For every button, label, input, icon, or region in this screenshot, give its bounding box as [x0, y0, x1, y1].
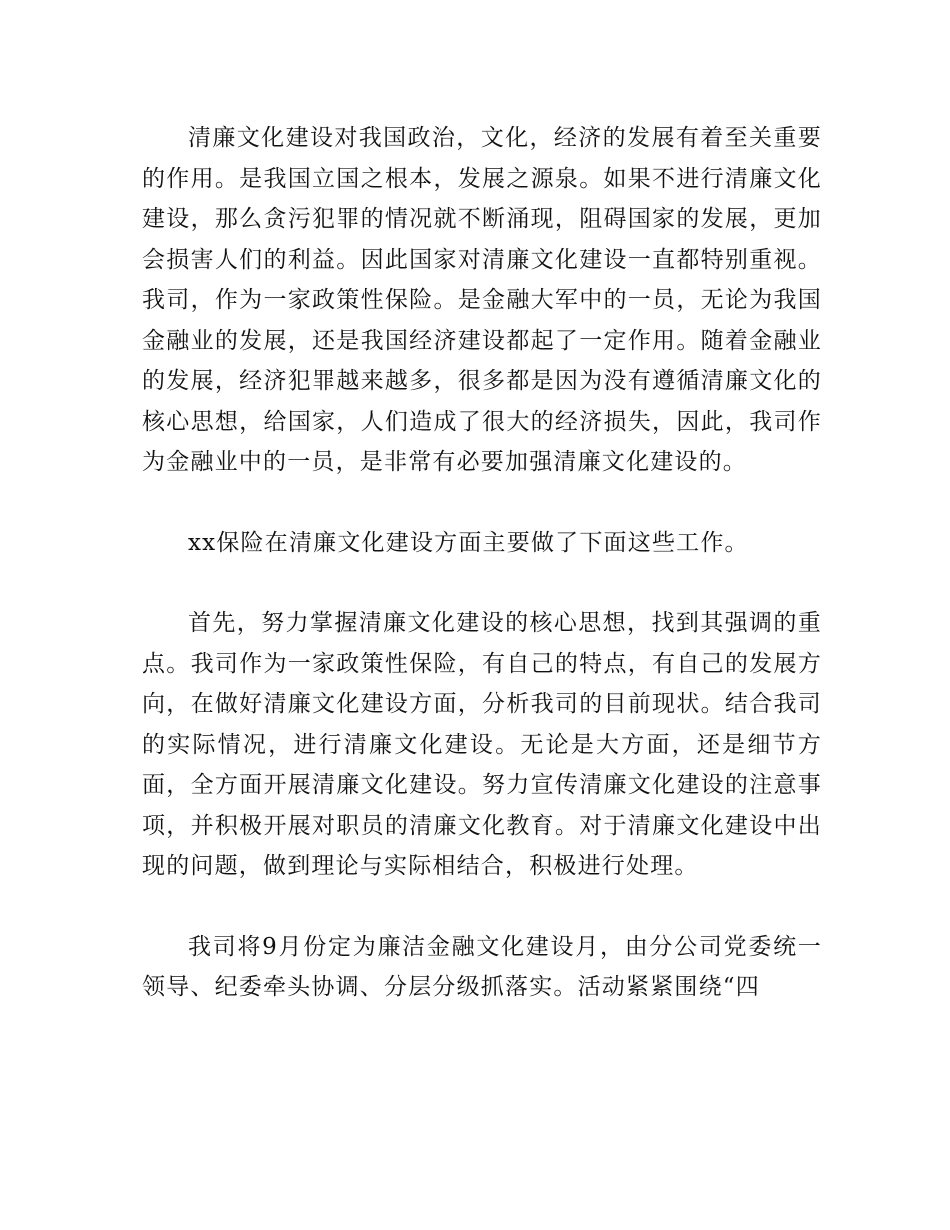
paragraph-september-activity: 我司将9月份定为廉洁金融文化建设月，由分公司党委统一领导、纪委牵头协调、分层分级抓落实。活动紧紧围绕“四 [142, 933, 822, 1000]
paragraph-first-measure: 首先，努力掌握清廉文化建设的核心思想，找到其强调的重点。我司作为一家政策性保险，有自己的特点，有自己的发展方向，在做好清廉文化建设方面，分析我司的目前现状。结合我司的实际情况，进行清廉文化建设。无论是大方面，还是细节方面，全方面开展清廉文化建设。努力宣传清廉文化建设的注意事项，并积极开展对职员的清廉文化教育。对于清廉文化建设中出现的问题，做到理论与实际相结合，积极进行处理。 [142, 610, 822, 879]
paragraph-intro: 清廉文化建设对我国政治，文化，经济的发展有着至关重要的作用。是我国立国之根本，发展之源泉。如果不进行清廉文化建设，那么贪污犯罪的情况就不断涌现，阻碍国家的发展，更加会损害人们的利益。因此国家对清廉文化建设一直都特别重视。我司，作为一家政策性保险。是金融大军中的一员，无论为我国金融业的发展，还是我国经济建设都起了一定作用。随着金融业的发展，经济犯罪越来越多，很多都是因为没有遵循清廉文化的核心思想，给国家，人们造成了很大的经济损失，因此，我司作为金融业中的一员，是非常有必要加强清廉文化建设的。 [142, 125, 822, 475]
paragraph-work-summary: xx保险在清廉文化建设方面主要做了下面这些工作。 [188, 529, 749, 556]
document-body [142, 118, 822, 1008]
